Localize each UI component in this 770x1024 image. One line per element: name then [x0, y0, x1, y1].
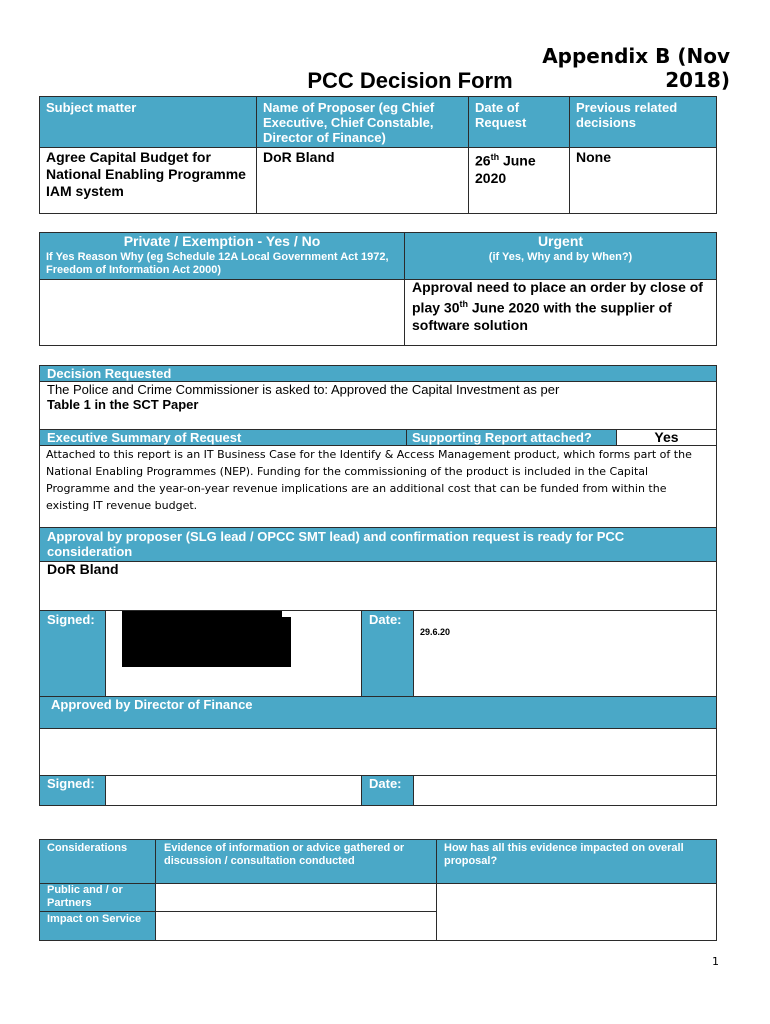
- date-value: 29.6.20: [420, 627, 451, 637]
- proposer-header: Name of Proposer (eg Chief Executive, Chief Constable, Director of Finance): [263, 100, 435, 145]
- date-value: 26th June 2020: [475, 152, 536, 186]
- divider: [105, 776, 106, 805]
- decision-line-2: Table 1 in the SCT Paper: [47, 397, 199, 412]
- considerations-row-impact: Impact on Service: [47, 913, 142, 925]
- supporting-report-label: Supporting Report attached?: [412, 430, 592, 445]
- urgent-subtitle: (if Yes, Why and by When?): [488, 251, 633, 263]
- executive-body: Attached to this report is an IT Business Case for the Identify & Access Management product, which forms part of the National Enabling Programmes (NEP). Funding for the commissioning of the product is included in the Capital Programme and the year-on-year revenue implications are an additional cost that can be funded from within the existing IT revenue budget.: [46, 448, 692, 512]
- divider: [413, 776, 414, 805]
- divider: [105, 611, 106, 697]
- column-divider: [404, 232, 405, 346]
- proposer-approval-heading: Approval by proposer (SLG lead / OPCC SMT lead) and confirmation request is ready for PCC consideration: [47, 529, 625, 559]
- decision-heading: Decision Requested: [47, 366, 172, 381]
- private-title: Private / Exemption - Yes / No: [123, 233, 321, 249]
- urgent-text: Approval need to place an order by close of play 30th June 2020 with the supplier of software solution: [412, 279, 703, 333]
- signature-redaction: [122, 617, 291, 667]
- evidence-header: Evidence of information or advice gathered or discussion / consultation conducted: [164, 842, 405, 867]
- supporting-report-value: Yes: [654, 429, 679, 445]
- previous-value: None: [576, 149, 611, 165]
- page-title: PCC Decision Form: [307, 68, 513, 93]
- divider: [40, 561, 716, 562]
- finance-heading: Approved by Director of Finance: [51, 697, 253, 712]
- proposer-approval-name: DoR Bland: [47, 561, 119, 577]
- divider: [361, 611, 362, 697]
- considerations-header: Considerations: [47, 842, 128, 854]
- decision-line-1: The Police and Crime Commissioner is asked to: Approved the Capital Investment as per: [47, 382, 560, 397]
- divider: [413, 611, 414, 697]
- proposer-value: DoR Bland: [263, 149, 335, 165]
- finance-signed-label: Signed:: [47, 776, 95, 791]
- urgent-title: Urgent: [537, 233, 584, 249]
- appendix-label: Appendix B (Nov 2018): [542, 44, 730, 92]
- divider: [361, 776, 362, 805]
- divider: [406, 430, 407, 445]
- subject-value: Agree Capital Budget for National Enabling Programme IAM system: [46, 149, 246, 199]
- date-label: Date:: [369, 612, 402, 627]
- executive-heading: Executive Summary of Request: [47, 430, 242, 445]
- subject-header: Subject matter: [46, 100, 137, 115]
- previous-header: Previous related decisions: [576, 100, 678, 130]
- signed-label: Signed:: [47, 612, 95, 627]
- divider: [155, 840, 156, 940]
- considerations-row-public: Public and / or Partners: [47, 884, 123, 909]
- divider: [40, 728, 716, 729]
- private-subtitle: If Yes Reason Why (eg Schedule 12A Local Government Act 1972, Freedom of Information Act 2000): [46, 251, 389, 276]
- date-header: Date of Request: [475, 100, 527, 130]
- divider: [436, 840, 437, 940]
- divider: [40, 911, 437, 912]
- finance-date-label: Date:: [369, 776, 402, 791]
- impact-header: How has all this evidence impacted on overall proposal?: [444, 842, 684, 867]
- page-number: 1: [712, 955, 719, 968]
